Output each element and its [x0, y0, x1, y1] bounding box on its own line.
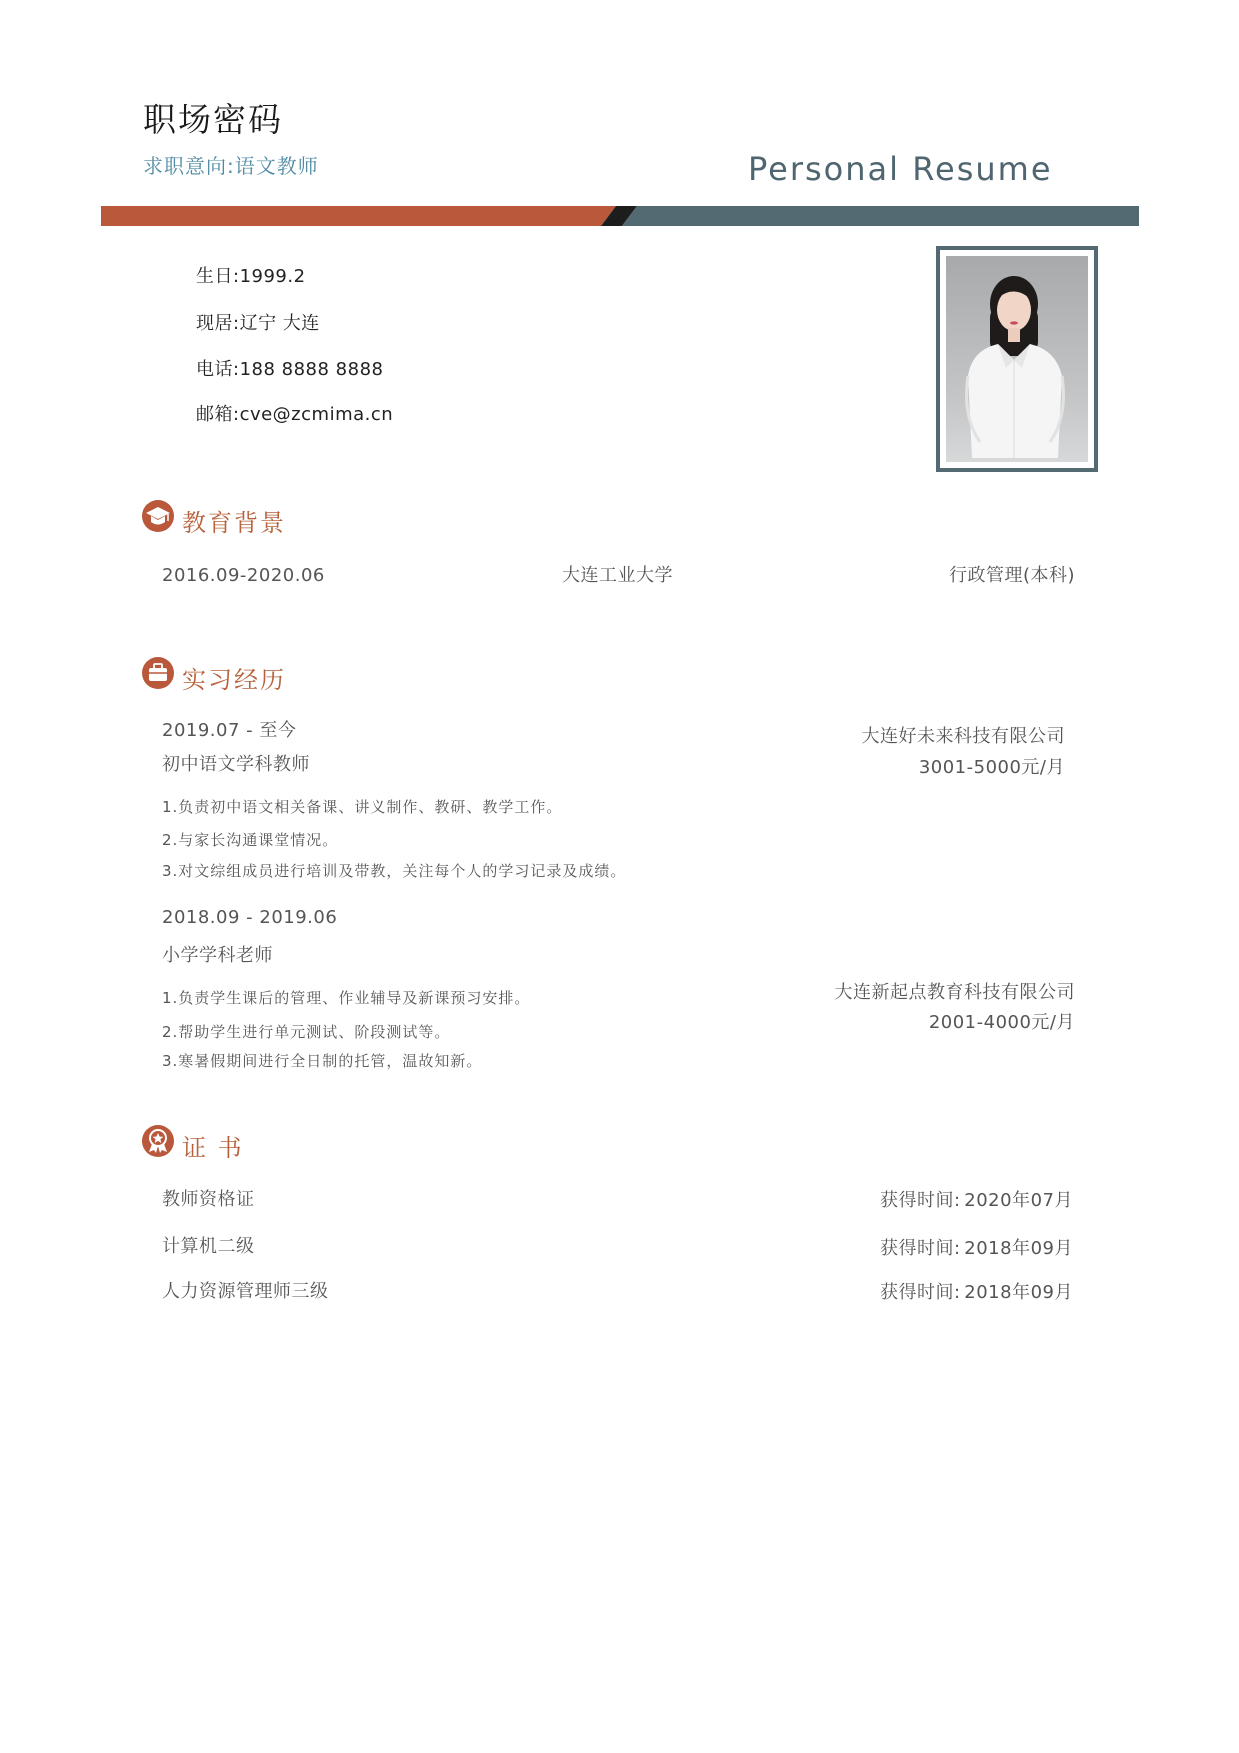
certificate-date: 2018年09月 — [964, 1282, 1073, 1303]
education-school: 大连工业大学 — [562, 565, 673, 586]
job-intent: 求职意向:语文教师 — [143, 154, 319, 178]
award-icon — [141, 1124, 175, 1158]
job-duty: 1.负责初中语文相关备课、讲义制作、教研、教学工作。 — [162, 798, 563, 816]
certificate-date-label: 获得时间: — [880, 1190, 961, 1211]
job-period: 2019.07 - 至今 — [162, 720, 297, 741]
education-period: 2016.09-2020.06 — [162, 565, 325, 586]
certificate-name: 计算机二级 — [162, 1236, 255, 1257]
job-duty: 1.负责学生课后的管理、作业辅导及新课预习安排。 — [162, 989, 531, 1007]
job-period: 2018.09 - 2019.06 — [162, 907, 338, 928]
certificate-name: 教师资格证 — [162, 1189, 255, 1210]
job-company: 大连新起点教育科技有限公司 — [834, 982, 1075, 1003]
graduation-cap-icon — [141, 499, 175, 533]
certificate-date: 2018年09月 — [964, 1238, 1073, 1259]
briefcase-icon — [141, 656, 175, 690]
job-duty: 3.对文综组成员进行培训及带教，关注每个人的学习记录及成绩。 — [162, 862, 627, 880]
education-major: 行政管理(本科) — [948, 565, 1075, 586]
job-duty: 2.与家长沟通课堂情况。 — [162, 831, 339, 849]
info-residence: 现居:辽宁 大连 — [196, 313, 320, 334]
section-title-experience: 实习经历 — [182, 666, 286, 694]
info-email: 邮箱:cve@zcmima.cn — [196, 404, 394, 425]
info-phone: 电话:188 8888 8888 — [196, 359, 384, 380]
profile-photo — [936, 246, 1098, 472]
job-role: 初中语文学科教师 — [162, 754, 310, 775]
certificate-date: 2020年07月 — [964, 1190, 1073, 1211]
section-title-certificates: 证 书 — [182, 1134, 244, 1162]
resume-title-en: Personal Resume — [748, 150, 1053, 188]
job-company: 大连好未来科技有限公司 — [861, 726, 1065, 747]
job-salary: 2001-4000元/月 — [928, 1012, 1075, 1033]
certificate-date-label: 获得时间: — [880, 1282, 961, 1303]
job-duty: 3.寒暑假期间进行全日制的托管，温故知新。 — [162, 1052, 483, 1070]
section-title-education: 教育背景 — [182, 509, 286, 537]
certificate-name: 人力资源管理师三级 — [162, 1281, 329, 1302]
job-salary: 3001-5000元/月 — [918, 757, 1065, 778]
header-divider-band — [101, 206, 1139, 226]
resume-name: 职场密码 — [143, 100, 283, 139]
job-role: 小学学科老师 — [162, 945, 273, 966]
job-duty: 2.帮助学生进行单元测试、阶段测试等。 — [162, 1023, 451, 1041]
info-birthday: 生日:1999.2 — [196, 266, 306, 287]
certificate-date-label: 获得时间: — [880, 1238, 961, 1259]
